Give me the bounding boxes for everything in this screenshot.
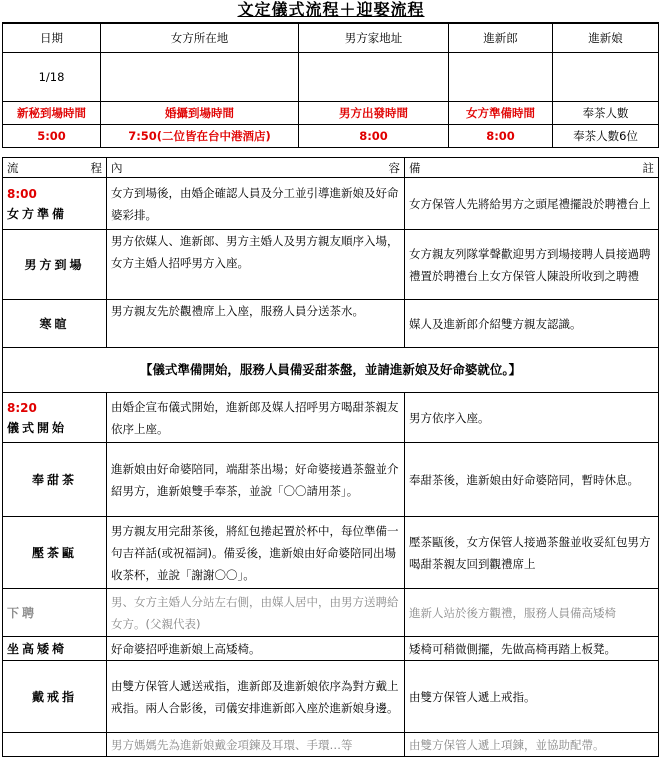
step-content: 進新娘由好命婆陪同，端甜茶出場；好命婆接過茶盤並介紹男方，進新娘雙手奉茶，並說「〇〇請用茶」。 [107,443,405,517]
value-bride-ready: 8:00 [449,125,553,148]
column-content [107,158,405,178]
step-content: 男方依媒人、進新郎、男方主婚人及男方親友順序入場，女方主婚人招呼男方入座。 [107,230,405,300]
table-row [3,517,659,589]
step-time: 8:20 [7,400,37,415]
step-time: 8:00 [7,186,37,201]
flow-step-cell [3,733,107,757]
step-note: 媒人及進新郎介紹雙方親友認識。 [405,300,659,348]
step-content: 女方到場後，由婚企確認人員及分工並引導進新娘及好命婆彩排。 [107,178,405,230]
info-groom-address [299,53,449,102]
column-flow-right: 程 [90,160,102,175]
step-name: 儀式開始 [7,420,68,435]
ceremony-banner: 【儀式準備開始，服務人員備妥甜茶盤，並請進新娘及好命婆就位。】 [3,348,659,393]
step-content: 男、女方主婚人分站左右側，由媒人居中，由男方送聘給女方。(父親代表) [107,589,405,637]
flow-step-cell [3,230,107,300]
value-tea-count: 奉茶人數6位 [553,125,659,148]
step-content: 男方媽媽先為進新娘戴金項鍊及耳環、手環…等 [107,733,405,757]
header-bride: 進新娘 [553,23,659,53]
step-note: 壓茶甌後，女方保管人接過茶盤並收妥紅包男方喝甜茶親友回到觀禮席上 [405,517,659,589]
info-groom [449,53,553,102]
step-note: 由雙方保管人遞上項鍊，並協助配帶。 [405,733,659,757]
flow-table [2,157,659,757]
value-makeup-time: 5:00 [3,125,101,148]
table-row [3,393,659,443]
step-content: 好命婆招呼進新娘上高矮椅。 [107,637,405,661]
column-notes [405,158,659,178]
step-content: 由婚企宣布儀式開始，進新郎及媒人招呼男方喝甜茶親友依序上座。 [107,393,405,443]
flow-step-cell [3,589,107,637]
column-content-left: 內 [111,160,123,175]
step-content: 由雙方保管人遞送戒指，進新郎及進新娘依序為對方戴上戒指。兩人合影後，司儀安排進新郎入座於進新娘身邊。 [107,661,405,733]
step-name: 男方到場 [24,257,85,272]
step-name: 奉甜茶 [31,472,77,487]
table-row [3,589,659,637]
table-row [3,300,659,348]
flow-step-cell [3,443,107,517]
page-title: 文定儀式流程＋迎娶流程 [237,0,425,19]
header-bride-address: 女方所在地 [101,23,299,53]
step-name: 戴戒指 [31,689,77,704]
label-tea-count: 奉茶人數 [553,102,659,125]
step-note: 男方依序入座。 [405,393,659,443]
column-flow-left: 流 [7,160,19,175]
table-row [3,733,659,757]
label-groom-depart: 男方出發時間 [299,102,449,125]
table-row [3,637,659,661]
step-note: 女方親友列隊掌聲歡迎男方到場接聘人員接過聘禮置於聘禮台上女方保管人陳設所收到之聘禮 [405,230,659,300]
flow-step-cell [3,637,107,661]
step-note: 奉甜茶後，進新娘由好命婆陪同，暫時休息。 [405,443,659,517]
label-bride-ready: 女方準備時間 [449,102,553,125]
flow-step-cell [3,300,107,348]
banner-row [3,348,659,393]
header-groom-address: 男方家地址 [299,23,449,53]
column-notes-left: 備 [409,160,421,175]
flow-step-cell [3,661,107,733]
header-groom: 進新郎 [449,23,553,53]
step-name: 壓茶甌 [31,545,77,560]
flow-step-cell [3,178,107,230]
label-makeup-time: 新秘到場時間 [3,102,101,125]
info-date: 1/18 [3,53,101,102]
step-name: 坐高矮椅 [7,641,68,656]
step-name: 女方準備 [7,206,68,221]
info-table [2,22,659,148]
step-note: 進新人站於後方觀禮，服務人員備高矮椅 [405,589,659,637]
column-content-right: 容 [388,160,400,175]
table-row [3,178,659,230]
header-date: 日期 [3,23,101,53]
info-bride [553,53,659,102]
step-content: 男方親友用完甜茶後，將紅包捲起置於杯中，每位準備一句吉祥話(或祝福詞)。備妥後，進新娘由好命婆陪同出場收茶杯，並說「謝謝〇〇」。 [107,517,405,589]
step-note: 矮椅可稍微側擺，先做高椅再踏上板凳。 [405,637,659,661]
step-note: 由雙方保管人遞上戒指。 [405,661,659,733]
column-notes-right: 註 [642,160,654,175]
table-row [3,661,659,733]
flow-step-cell [3,393,107,443]
value-groom-depart: 8:00 [299,125,449,148]
label-venue-time: 婚攝到場時間 [101,102,299,125]
step-note: 女方保管人先將給男方之頭尾禮擺設於聘禮台上 [405,178,659,230]
step-content: 男方親友先於觀禮席上入座，服務人員分送茶水。 [107,300,405,348]
flow-step-cell [3,517,107,589]
column-flow [3,158,107,178]
table-row [3,230,659,300]
step-name: 下聘 [7,605,38,620]
step-name: 寒暄 [39,316,70,331]
info-bride-address [101,53,299,102]
table-row [3,443,659,517]
value-venue-time: 7:50(二位皆在台中港酒店) [101,125,299,148]
